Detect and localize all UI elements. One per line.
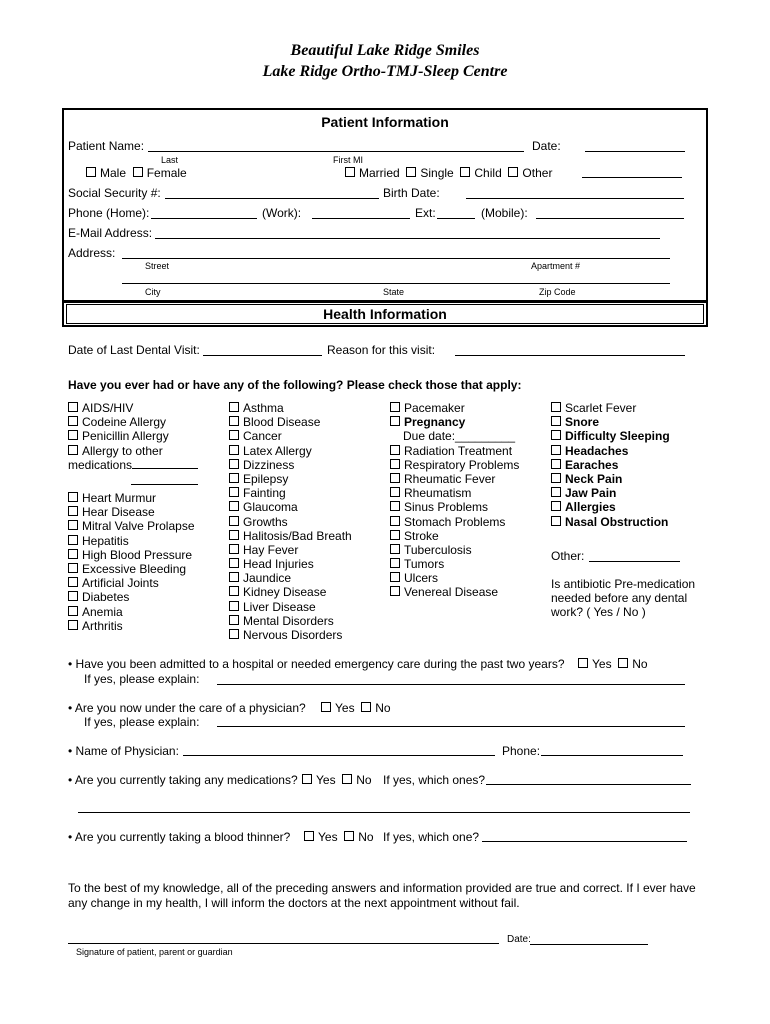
medications-which-field[interactable] <box>486 784 691 785</box>
condition-checkbox[interactable] <box>229 544 239 554</box>
female-checkbox[interactable] <box>133 167 143 177</box>
condition-checkbox[interactable] <box>229 558 239 568</box>
reason-label: Reason for this visit: <box>327 343 436 357</box>
condition-checkbox[interactable] <box>229 601 239 611</box>
condition-checkbox[interactable] <box>390 459 400 469</box>
physician-yes-checkbox[interactable] <box>321 702 331 712</box>
condition-item: Allergies <box>551 500 670 514</box>
condition-checkbox[interactable] <box>229 430 239 440</box>
condition-item: Latex Allergy <box>229 444 352 458</box>
condition-item: Cancer <box>229 429 352 443</box>
condition-item: High Blood Pressure <box>68 548 195 562</box>
condition-item: Respiratory Problems <box>390 458 519 472</box>
work-field[interactable] <box>312 218 410 219</box>
condition-checkbox[interactable] <box>229 402 239 412</box>
city-caption: City <box>145 287 161 297</box>
condition-item: Diabetes <box>68 590 195 604</box>
condition-checkbox[interactable] <box>68 416 78 426</box>
condition-checkbox[interactable] <box>68 549 78 559</box>
practice-name: Beautiful Lake Ridge Smiles <box>290 42 480 59</box>
signature-date-label: Date: <box>507 934 531 945</box>
married-checkbox[interactable] <box>345 167 355 177</box>
condition-checkbox[interactable] <box>551 501 561 511</box>
medications-question: • Are you currently taking any medications? <box>68 773 298 787</box>
condition-checkbox[interactable] <box>68 445 78 455</box>
mobile-field[interactable] <box>536 218 684 219</box>
condition-item: Tuberculosis <box>390 543 519 557</box>
signature-date-field[interactable] <box>530 944 648 945</box>
condition-checkbox[interactable] <box>68 591 78 601</box>
condition-checkbox[interactable] <box>68 430 78 440</box>
hospital-explain-label: If yes, please explain: <box>84 672 200 686</box>
physician-name-label: • Name of Physician: <box>68 744 179 758</box>
conditions-col2 <box>229 401 352 642</box>
antibiotic-line3: work? ( Yes / No ) <box>551 605 646 619</box>
condition-checkbox[interactable] <box>229 586 239 596</box>
signature-field[interactable] <box>68 943 499 944</box>
condition-item: Hepatitis <box>68 534 195 548</box>
hospital-no-checkbox[interactable] <box>618 658 628 668</box>
reason-field[interactable] <box>455 355 685 356</box>
condition-item: Ulcers <box>390 571 519 585</box>
male-checkbox[interactable] <box>86 167 96 177</box>
condition-item: Tumors <box>390 557 519 571</box>
physician-phone-label: Phone: <box>502 744 541 758</box>
last-visit-field[interactable] <box>203 355 322 356</box>
due-date-item: Due date:_________ <box>403 429 516 444</box>
practice-subtitle: Lake Ridge Ortho-TMJ-Sleep Centre <box>262 63 508 80</box>
medications-options: Yes No <box>302 773 372 787</box>
condition-item: Pregnancy <box>390 415 519 429</box>
work-label: (Work): <box>262 206 302 220</box>
condition-checkbox[interactable] <box>390 558 400 568</box>
condition-item: Heart Murmur <box>68 491 195 505</box>
condition-item: Codeine Allergy <box>68 415 198 429</box>
condition-item: Jaundice <box>229 571 352 585</box>
condition-item: Headaches <box>551 444 670 458</box>
condition-checkbox[interactable] <box>68 520 78 530</box>
child-label: Child <box>474 166 502 180</box>
condition-checkbox[interactable] <box>390 402 400 412</box>
medications-field-2[interactable] <box>131 484 198 485</box>
condition-checkbox[interactable] <box>68 577 78 587</box>
medications-no-checkbox[interactable] <box>342 774 352 784</box>
married-label: Married <box>359 166 400 180</box>
condition-item: Neck Pain <box>551 472 670 486</box>
condition-checkbox[interactable] <box>68 563 78 573</box>
condition-item: Penicillin Allergy <box>68 429 198 443</box>
phone-home-field[interactable] <box>151 218 257 219</box>
condition-item: Nasal Obstruction <box>551 515 670 529</box>
condition-item: Arthritis <box>68 619 195 633</box>
male-label: Male <box>100 166 127 180</box>
statement-line2: any change in my health, I will inform the doctors at the next appointment without fail. <box>68 896 520 910</box>
conditions-col1 <box>68 401 198 472</box>
antibiotic-line1: Is antibiotic Pre-medication <box>551 577 696 591</box>
condition-item: Kidney Disease <box>229 585 352 599</box>
condition-checkbox[interactable] <box>229 629 239 639</box>
condition-item: Dizziness <box>229 458 352 472</box>
condition-checkbox[interactable] <box>390 572 400 582</box>
condition-item: Nervous Disorders <box>229 628 352 642</box>
condition-checkbox[interactable] <box>68 535 78 545</box>
apartment-caption: Apartment # <box>531 261 581 271</box>
health-info-title: Health Information <box>66 304 704 324</box>
condition-checkbox[interactable] <box>390 530 400 540</box>
zip-caption: Zip Code <box>539 287 576 297</box>
condition-checkbox[interactable] <box>390 516 400 526</box>
hospital-question: • Have you been admitted to a hospital or needed emergency care during the past two years? <box>68 657 565 671</box>
medications-yes-checkbox[interactable] <box>302 774 312 784</box>
condition-checkbox[interactable] <box>68 492 78 502</box>
condition-item: Mitral Valve Prolapse <box>68 519 195 533</box>
condition-item: Head Injuries <box>229 557 352 571</box>
condition-item: Hear Disease <box>68 505 195 519</box>
first-mi-caption: First MI <box>333 155 363 165</box>
condition-checkbox[interactable] <box>229 473 239 483</box>
condition-item: Mental Disorders <box>229 614 352 628</box>
female-label: Female <box>146 166 187 180</box>
statement-line1: To the best of my knowledge, all of the preceding answers and information provided are true and correct. If I ever have <box>68 881 696 895</box>
last-visit-label: Date of Last Dental Visit: <box>68 343 200 357</box>
antibiotic-line2: needed before any dental <box>551 591 688 605</box>
condition-item: Glaucoma <box>229 500 352 514</box>
physician-phone-field[interactable] <box>541 755 683 756</box>
condition-item: medications <box>68 458 198 472</box>
condition-item: Earaches <box>551 458 670 472</box>
date-field[interactable] <box>585 151 685 152</box>
gender-options <box>86 166 187 180</box>
condition-checkbox[interactable] <box>551 416 561 426</box>
conditions-col3 <box>390 401 519 600</box>
physician-explain-label: If yes, please explain: <box>84 715 200 729</box>
single-checkbox[interactable] <box>406 167 416 177</box>
thinner-yes-checkbox[interactable] <box>304 831 314 841</box>
condition-item: Fainting <box>229 486 352 500</box>
condition-item: Liver Disease <box>229 600 352 614</box>
physician-care-options: Yes No <box>321 701 391 715</box>
patient-name-label: Patient Name: <box>68 139 145 153</box>
condition-checkbox[interactable] <box>229 459 239 469</box>
thinner-no-checkbox[interactable] <box>344 831 354 841</box>
condition-item: Growths <box>229 515 352 529</box>
thinner-which-field[interactable] <box>482 841 687 842</box>
patient-name-field[interactable] <box>148 151 524 152</box>
physician-name-field[interactable] <box>183 755 495 756</box>
condition-checkbox[interactable] <box>229 487 239 497</box>
condition-item: Artificial Joints <box>68 576 195 590</box>
ext-label: Ext: <box>415 206 436 220</box>
physician-no-checkbox[interactable] <box>361 702 371 712</box>
city-state-zip-field[interactable] <box>122 283 670 284</box>
condition-item: Anemia <box>68 605 195 619</box>
street-field[interactable] <box>122 258 670 259</box>
condition-item: AIDS/HIV <box>68 401 198 415</box>
single-label: Single <box>420 166 454 180</box>
other-checkbox[interactable] <box>508 167 518 177</box>
condition-checkbox[interactable] <box>229 445 239 455</box>
street-caption: Street <box>145 261 170 271</box>
condition-checkbox[interactable] <box>229 416 239 426</box>
email-field[interactable] <box>155 238 660 239</box>
condition-checkbox[interactable] <box>551 430 561 440</box>
condition-checkbox[interactable] <box>68 506 78 516</box>
condition-checkbox[interactable] <box>390 501 400 511</box>
hospital-explain-field[interactable] <box>217 684 685 685</box>
marital-options <box>345 166 552 180</box>
physician-explain-field[interactable] <box>217 726 685 727</box>
condition-item: Jaw Pain <box>551 486 670 500</box>
condition-checkbox[interactable] <box>229 572 239 582</box>
condition-item: Scarlet Fever <box>551 401 670 415</box>
condition-item: Epilepsy <box>229 472 352 486</box>
condition-checkbox[interactable] <box>229 501 239 511</box>
other-condition-label: Other: <box>551 549 585 563</box>
condition-checkbox[interactable] <box>68 606 78 616</box>
condition-item: Asthma <box>229 401 352 415</box>
birth-date-label: Birth Date: <box>383 186 440 200</box>
condition-item: Stroke <box>390 529 519 543</box>
mobile-label: (Mobile): <box>481 206 528 220</box>
other-label: Other <box>522 166 553 180</box>
condition-checkbox[interactable] <box>390 416 400 426</box>
physician-care-question: • Are you now under the care of a physician? <box>68 701 306 715</box>
condition-checkbox[interactable] <box>390 487 400 497</box>
condition-checkbox[interactable] <box>68 620 78 630</box>
condition-checkbox[interactable] <box>390 445 400 455</box>
condition-checkbox[interactable] <box>390 473 400 483</box>
condition-item: Stomach Problems <box>390 515 519 529</box>
conditions-question: Have you ever had or have any of the following? Please check those that apply: <box>68 378 522 392</box>
condition-item: Snore <box>551 415 670 429</box>
date-label: Date: <box>532 139 561 153</box>
condition-item: Rheumatism <box>390 486 519 500</box>
condition-checkbox[interactable] <box>390 544 400 554</box>
other-condition-field[interactable] <box>589 561 680 562</box>
condition-item: Halitosis/Bad Breath <box>229 529 352 543</box>
last-caption: Last <box>161 155 179 165</box>
condition-checkbox[interactable] <box>68 402 78 412</box>
condition-checkbox[interactable] <box>229 530 239 540</box>
address-label: Address: <box>68 246 116 260</box>
hospital-yes-checkbox[interactable] <box>578 658 588 668</box>
phone-home-label: Phone (Home): <box>68 206 150 220</box>
child-checkbox[interactable] <box>460 167 470 177</box>
condition-item: Radiation Treatment <box>390 444 519 458</box>
email-label: E-Mail Address: <box>68 226 153 240</box>
patient-info-frame <box>62 108 708 302</box>
conditions-col4 <box>551 401 670 529</box>
thinner-options: Yes No <box>304 830 374 844</box>
condition-item: Difficulty Sleeping <box>551 429 670 443</box>
thinner-which-label: If yes, which one? <box>383 830 480 844</box>
signature-caption: Signature of patient, parent or guardian <box>76 947 233 957</box>
condition-item: Sinus Problems <box>390 500 519 514</box>
condition-item: Blood Disease <box>229 415 352 429</box>
condition-item: Venereal Disease <box>390 585 519 599</box>
condition-item: Pacemaker <box>390 401 519 415</box>
condition-checkbox[interactable] <box>551 445 561 455</box>
ssn-field[interactable] <box>165 198 379 199</box>
condition-checkbox[interactable] <box>551 459 561 469</box>
condition-checkbox[interactable] <box>551 402 561 412</box>
condition-item: Allergy to other <box>68 444 198 458</box>
ext-field[interactable] <box>437 218 475 219</box>
other-field[interactable] <box>582 177 682 178</box>
birth-date-field[interactable] <box>466 198 684 199</box>
medications-field[interactable] <box>132 468 198 469</box>
ssn-label: Social Security #: <box>68 186 161 200</box>
medications-which-label: If yes, which ones? <box>383 773 486 787</box>
condition-item: Hay Fever <box>229 543 352 557</box>
conditions-col1b <box>68 491 195 633</box>
hospital-options: Yes No <box>578 657 648 671</box>
condition-checkbox[interactable] <box>390 586 400 596</box>
condition-checkbox[interactable] <box>551 487 561 497</box>
patient-info-title: Patient Information <box>321 114 449 130</box>
condition-checkbox[interactable] <box>551 473 561 483</box>
condition-checkbox[interactable] <box>229 615 239 625</box>
condition-item: Excessive Bleeding <box>68 562 195 576</box>
medications-extra-field[interactable] <box>78 812 690 813</box>
thinner-question: • Are you currently taking a blood thinner? <box>68 830 291 844</box>
condition-item: Rheumatic Fever <box>390 472 519 486</box>
condition-checkbox[interactable] <box>551 516 561 526</box>
condition-checkbox[interactable] <box>229 516 239 526</box>
state-caption: State <box>383 287 405 297</box>
